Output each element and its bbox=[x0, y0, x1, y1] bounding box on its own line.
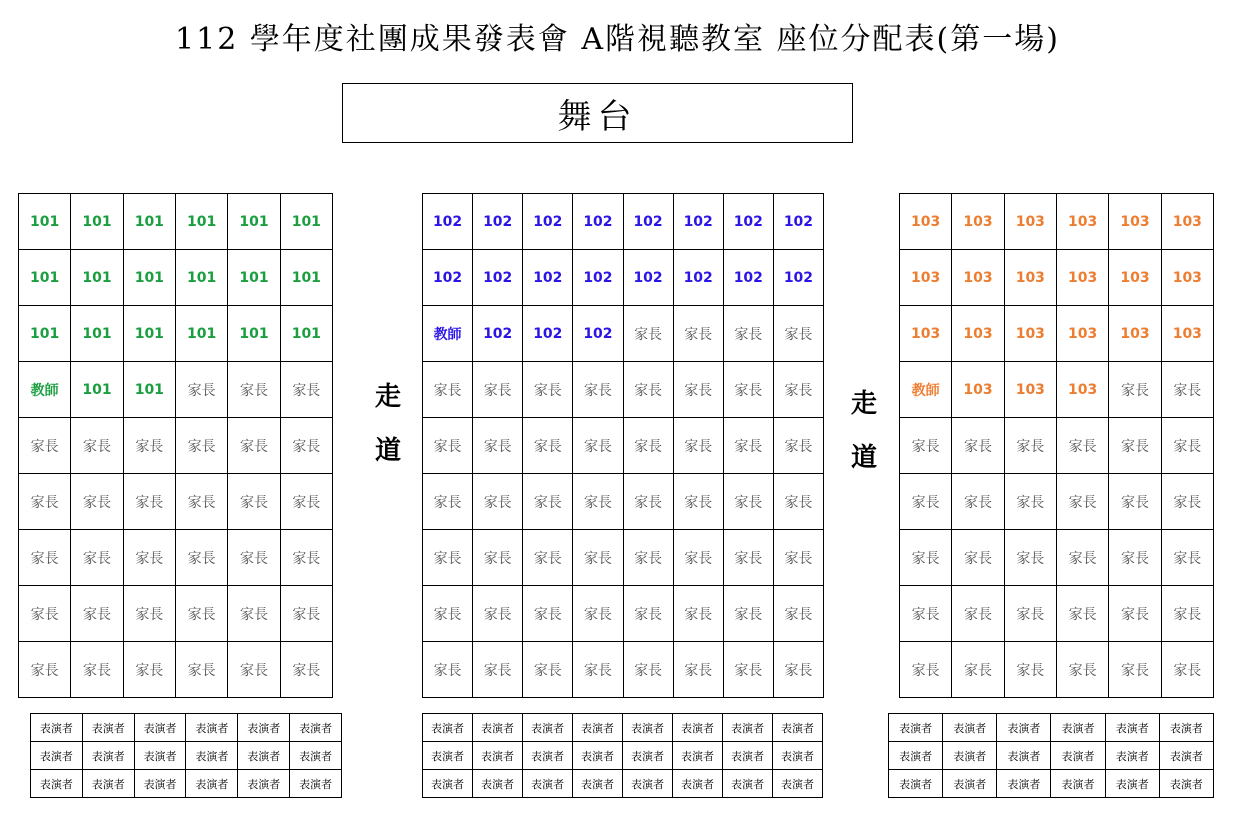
seat-cell: 家長 bbox=[1109, 474, 1161, 530]
seat-cell: 家長 bbox=[723, 474, 773, 530]
seat-cell: 家長 bbox=[952, 474, 1004, 530]
seat-cell: 家長 bbox=[900, 418, 952, 474]
seat-cell: 家長 bbox=[1161, 418, 1213, 474]
seat-cell: 家長 bbox=[1056, 586, 1108, 642]
performer-cell: 表演者 bbox=[186, 770, 238, 798]
performer-row bbox=[31, 770, 342, 798]
performer-cell: 表演者 bbox=[238, 714, 290, 742]
seat-cell: 102 bbox=[573, 250, 623, 306]
seat-cell: 103 bbox=[1056, 362, 1108, 418]
performer-row bbox=[889, 742, 1214, 770]
seat-cell: 家長 bbox=[1109, 362, 1161, 418]
page-title: 112 學年度社團成果發表會 A階視聽教室 座位分配表(第一場) bbox=[175, 22, 1060, 57]
seat-cell: 家長 bbox=[228, 586, 280, 642]
seat-cell: 家長 bbox=[952, 586, 1004, 642]
seat-cell: 家長 bbox=[423, 586, 473, 642]
seat-row bbox=[900, 250, 1214, 306]
seat-row bbox=[19, 586, 333, 642]
performer-cell: 表演者 bbox=[473, 714, 523, 742]
seat-cell: 家長 bbox=[175, 418, 227, 474]
aisle-char: 道 bbox=[374, 436, 401, 466]
performer-cell: 表演者 bbox=[997, 770, 1051, 798]
seat-cell: 家長 bbox=[623, 306, 673, 362]
seat-cell: 教師 bbox=[900, 362, 952, 418]
performer-cell: 表演者 bbox=[1105, 770, 1159, 798]
seat-cell: 102 bbox=[473, 250, 523, 306]
performer-cell: 表演者 bbox=[1051, 770, 1105, 798]
seat-cell: 101 bbox=[123, 362, 175, 418]
seat-row bbox=[19, 418, 333, 474]
seat-cell: 家長 bbox=[623, 418, 673, 474]
seat-cell: 家長 bbox=[423, 642, 473, 698]
seat-cell: 家長 bbox=[280, 474, 332, 530]
aisle-char: 走 bbox=[850, 389, 877, 419]
seat-cell: 103 bbox=[1161, 306, 1213, 362]
seat-cell: 家長 bbox=[280, 362, 332, 418]
seat-cell: 102 bbox=[773, 194, 823, 250]
seat-cell: 家長 bbox=[573, 642, 623, 698]
seat-cell: 家長 bbox=[123, 530, 175, 586]
seat-cell: 家長 bbox=[1004, 418, 1056, 474]
seat-cell: 102 bbox=[523, 250, 573, 306]
seat-cell: 家長 bbox=[1056, 530, 1108, 586]
seat-cell: 101 bbox=[19, 194, 71, 250]
seat-cell: 家長 bbox=[573, 474, 623, 530]
performer-cell: 表演者 bbox=[773, 770, 823, 798]
seat-cell: 101 bbox=[71, 194, 123, 250]
performer-cell: 表演者 bbox=[186, 714, 238, 742]
performer-cell: 表演者 bbox=[423, 742, 473, 770]
seat-cell: 103 bbox=[1004, 306, 1056, 362]
performer-cell: 表演者 bbox=[82, 714, 134, 742]
seat-cell: 家長 bbox=[673, 474, 723, 530]
seat-cell: 家長 bbox=[1161, 474, 1213, 530]
seat-cell: 101 bbox=[228, 194, 280, 250]
seat-cell: 家長 bbox=[71, 586, 123, 642]
seat-row bbox=[900, 418, 1214, 474]
seat-cell: 家長 bbox=[19, 474, 71, 530]
seat-cell: 家長 bbox=[1004, 530, 1056, 586]
seat-cell: 家長 bbox=[473, 362, 523, 418]
seat-cell: 103 bbox=[900, 194, 952, 250]
seat-cell: 家長 bbox=[773, 362, 823, 418]
seat-row bbox=[19, 474, 333, 530]
seat-row bbox=[19, 194, 333, 250]
seat-cell: 家長 bbox=[673, 418, 723, 474]
performer-cell: 表演者 bbox=[673, 714, 723, 742]
performer-cell: 表演者 bbox=[290, 770, 342, 798]
performer-cell: 表演者 bbox=[423, 714, 473, 742]
seat-row bbox=[19, 250, 333, 306]
seat-cell: 家長 bbox=[673, 306, 723, 362]
seat-cell: 家長 bbox=[175, 586, 227, 642]
seat-cell: 家長 bbox=[175, 530, 227, 586]
seat-cell: 家長 bbox=[71, 642, 123, 698]
seat-cell: 101 bbox=[71, 306, 123, 362]
seat-cell: 家長 bbox=[673, 586, 723, 642]
seat-row bbox=[19, 530, 333, 586]
seat-cell: 家長 bbox=[773, 530, 823, 586]
seat-cell: 家長 bbox=[523, 474, 573, 530]
seat-cell: 102 bbox=[473, 194, 523, 250]
seat-cell: 101 bbox=[228, 250, 280, 306]
seat-cell: 家長 bbox=[723, 642, 773, 698]
seat-cell: 103 bbox=[1004, 250, 1056, 306]
seat-cell: 家長 bbox=[952, 418, 1004, 474]
performer-cell: 表演者 bbox=[290, 714, 342, 742]
seat-cell: 家長 bbox=[673, 530, 723, 586]
seat-cell: 家長 bbox=[623, 530, 673, 586]
seat-cell: 家長 bbox=[952, 530, 1004, 586]
seat-cell: 102 bbox=[423, 194, 473, 250]
seat-cell: 101 bbox=[228, 306, 280, 362]
performer-cell: 表演者 bbox=[573, 742, 623, 770]
performer-cell: 表演者 bbox=[31, 770, 83, 798]
seat-cell: 103 bbox=[900, 306, 952, 362]
seat-cell: 家長 bbox=[19, 418, 71, 474]
performer-left bbox=[30, 713, 342, 798]
performer-cell: 表演者 bbox=[889, 770, 943, 798]
seat-cell: 102 bbox=[423, 250, 473, 306]
seat-cell: 103 bbox=[952, 194, 1004, 250]
seat-cell: 101 bbox=[71, 362, 123, 418]
seat-cell: 101 bbox=[175, 194, 227, 250]
performer-row bbox=[889, 770, 1214, 798]
seat-cell: 家長 bbox=[1056, 642, 1108, 698]
seat-cell: 102 bbox=[523, 194, 573, 250]
seat-cell: 103 bbox=[952, 362, 1004, 418]
performer-cell: 表演者 bbox=[1105, 742, 1159, 770]
seat-row bbox=[423, 474, 824, 530]
seat-row bbox=[19, 362, 333, 418]
seat-cell: 家長 bbox=[673, 362, 723, 418]
seat-row bbox=[900, 530, 1214, 586]
seat-cell: 教師 bbox=[423, 306, 473, 362]
seat-cell: 家長 bbox=[280, 530, 332, 586]
seat-cell: 家長 bbox=[623, 642, 673, 698]
seat-cell: 103 bbox=[1056, 194, 1108, 250]
seat-cell: 家長 bbox=[123, 586, 175, 642]
seat-cell: 102 bbox=[623, 250, 673, 306]
performer-cell: 表演者 bbox=[943, 770, 997, 798]
seat-row bbox=[900, 194, 1214, 250]
seat-cell: 101 bbox=[280, 306, 332, 362]
performer-cell: 表演者 bbox=[238, 770, 290, 798]
seat-cell: 家長 bbox=[175, 362, 227, 418]
seat-cell: 家長 bbox=[1056, 418, 1108, 474]
seat-row bbox=[900, 306, 1214, 362]
seat-cell: 103 bbox=[952, 306, 1004, 362]
performer-cell: 表演者 bbox=[186, 742, 238, 770]
performer-row bbox=[31, 714, 342, 742]
seat-row bbox=[423, 418, 824, 474]
seat-cell: 103 bbox=[1109, 250, 1161, 306]
seat-cell: 家長 bbox=[71, 474, 123, 530]
performer-cell: 表演者 bbox=[134, 770, 186, 798]
seat-cell: 家長 bbox=[280, 642, 332, 698]
seat-row bbox=[423, 362, 824, 418]
performer-cell: 表演者 bbox=[523, 742, 573, 770]
seat-cell: 家長 bbox=[573, 362, 623, 418]
seat-cell: 家長 bbox=[423, 474, 473, 530]
seat-cell: 家長 bbox=[773, 642, 823, 698]
seating-left bbox=[18, 193, 333, 698]
performer-cell: 表演者 bbox=[1159, 714, 1213, 742]
seat-cell: 家長 bbox=[1161, 530, 1213, 586]
seat-cell: 102 bbox=[523, 306, 573, 362]
performer-cell: 表演者 bbox=[943, 714, 997, 742]
seat-cell: 家長 bbox=[900, 586, 952, 642]
seat-cell: 家長 bbox=[473, 474, 523, 530]
seat-cell: 家長 bbox=[423, 418, 473, 474]
performer-cell: 表演者 bbox=[573, 714, 623, 742]
seat-cell: 家長 bbox=[623, 586, 673, 642]
seat-cell: 家長 bbox=[573, 418, 623, 474]
performer-cell: 表演者 bbox=[673, 770, 723, 798]
performer-row bbox=[889, 714, 1214, 742]
seat-cell: 家長 bbox=[123, 474, 175, 530]
seat-cell: 102 bbox=[473, 306, 523, 362]
performer-cell: 表演者 bbox=[1051, 714, 1105, 742]
performer-cell: 表演者 bbox=[997, 742, 1051, 770]
performer-cell: 表演者 bbox=[623, 770, 673, 798]
seat-cell: 102 bbox=[773, 250, 823, 306]
seat-cell: 家長 bbox=[280, 586, 332, 642]
seat-cell: 家長 bbox=[1109, 418, 1161, 474]
performer-cell: 表演者 bbox=[31, 742, 83, 770]
seat-cell: 家長 bbox=[773, 586, 823, 642]
performer-center bbox=[422, 713, 823, 798]
seat-cell: 家長 bbox=[280, 418, 332, 474]
seat-cell: 家長 bbox=[228, 418, 280, 474]
performer-cell: 表演者 bbox=[573, 770, 623, 798]
seat-cell: 家長 bbox=[1004, 474, 1056, 530]
seat-row bbox=[423, 642, 824, 698]
seat-cell: 家長 bbox=[19, 586, 71, 642]
seat-cell: 101 bbox=[175, 306, 227, 362]
seat-cell: 家長 bbox=[473, 642, 523, 698]
seat-row bbox=[900, 642, 1214, 698]
performer-row bbox=[423, 742, 823, 770]
seat-cell: 家長 bbox=[723, 418, 773, 474]
performer-cell: 表演者 bbox=[1159, 742, 1213, 770]
seat-cell: 102 bbox=[573, 194, 623, 250]
performer-cell: 表演者 bbox=[623, 742, 673, 770]
seat-cell: 103 bbox=[900, 250, 952, 306]
aisle-left bbox=[368, 370, 408, 478]
performer-cell: 表演者 bbox=[773, 714, 823, 742]
performer-right bbox=[888, 713, 1214, 798]
performer-cell: 表演者 bbox=[290, 742, 342, 770]
aisle-right bbox=[844, 377, 884, 485]
performer-cell: 表演者 bbox=[134, 714, 186, 742]
seat-cell: 家長 bbox=[1109, 530, 1161, 586]
seat-cell: 103 bbox=[1004, 194, 1056, 250]
seat-cell: 102 bbox=[573, 306, 623, 362]
seat-cell: 家長 bbox=[473, 530, 523, 586]
seat-cell: 101 bbox=[123, 250, 175, 306]
seat-cell: 家長 bbox=[723, 586, 773, 642]
seat-cell: 家長 bbox=[19, 530, 71, 586]
seat-cell: 103 bbox=[1161, 250, 1213, 306]
seat-cell: 102 bbox=[623, 194, 673, 250]
seat-cell: 家長 bbox=[423, 362, 473, 418]
performer-cell: 表演者 bbox=[723, 770, 773, 798]
seat-cell: 家長 bbox=[228, 530, 280, 586]
performer-cell: 表演者 bbox=[1051, 742, 1105, 770]
seat-cell: 家長 bbox=[228, 474, 280, 530]
seat-cell: 家長 bbox=[673, 642, 723, 698]
seat-row bbox=[423, 306, 824, 362]
seat-cell: 家長 bbox=[523, 642, 573, 698]
seat-cell: 101 bbox=[71, 250, 123, 306]
seat-row bbox=[900, 586, 1214, 642]
aisle-char: 走 bbox=[374, 382, 401, 412]
seat-cell: 家長 bbox=[573, 530, 623, 586]
seating-center bbox=[422, 193, 824, 698]
seat-cell: 教師 bbox=[19, 362, 71, 418]
performer-cell: 表演者 bbox=[889, 714, 943, 742]
seat-cell: 101 bbox=[19, 306, 71, 362]
seat-cell: 家長 bbox=[1056, 474, 1108, 530]
seat-cell: 家長 bbox=[573, 586, 623, 642]
seat-cell: 家長 bbox=[473, 418, 523, 474]
seat-cell: 103 bbox=[1109, 306, 1161, 362]
seat-cell: 家長 bbox=[228, 642, 280, 698]
performer-cell: 表演者 bbox=[523, 770, 573, 798]
seat-cell: 家長 bbox=[1109, 586, 1161, 642]
performer-cell: 表演者 bbox=[134, 742, 186, 770]
performer-cell: 表演者 bbox=[773, 742, 823, 770]
seat-cell: 家長 bbox=[123, 642, 175, 698]
seat-cell: 家長 bbox=[1004, 586, 1056, 642]
seat-cell: 103 bbox=[1056, 306, 1108, 362]
seat-cell: 家長 bbox=[1109, 642, 1161, 698]
performer-cell: 表演者 bbox=[473, 770, 523, 798]
aisle-char: 道 bbox=[850, 443, 877, 473]
seat-row bbox=[19, 306, 333, 362]
seat-row bbox=[423, 250, 824, 306]
seat-cell: 家長 bbox=[1161, 586, 1213, 642]
seat-cell: 家長 bbox=[228, 362, 280, 418]
seat-cell: 家長 bbox=[423, 530, 473, 586]
seat-cell: 家長 bbox=[900, 474, 952, 530]
performer-row bbox=[423, 714, 823, 742]
seat-cell: 101 bbox=[280, 250, 332, 306]
performer-cell: 表演者 bbox=[523, 714, 573, 742]
seat-cell: 101 bbox=[19, 250, 71, 306]
seat-cell: 家長 bbox=[523, 418, 573, 474]
performer-cell: 表演者 bbox=[82, 770, 134, 798]
seat-row bbox=[423, 194, 824, 250]
seat-cell: 家長 bbox=[71, 530, 123, 586]
seat-cell: 101 bbox=[123, 194, 175, 250]
performer-cell: 表演者 bbox=[82, 742, 134, 770]
performer-cell: 表演者 bbox=[997, 714, 1051, 742]
seat-cell: 家長 bbox=[723, 530, 773, 586]
seat-cell: 102 bbox=[723, 250, 773, 306]
seat-cell: 家長 bbox=[900, 642, 952, 698]
performer-cell: 表演者 bbox=[623, 714, 673, 742]
seat-cell: 家長 bbox=[175, 474, 227, 530]
performer-row bbox=[423, 770, 823, 798]
seat-row bbox=[423, 586, 824, 642]
seat-cell: 103 bbox=[1161, 194, 1213, 250]
seat-cell: 103 bbox=[1056, 250, 1108, 306]
seat-cell: 家長 bbox=[952, 642, 1004, 698]
seat-cell: 家長 bbox=[723, 362, 773, 418]
seat-row bbox=[900, 474, 1214, 530]
seat-cell: 102 bbox=[673, 250, 723, 306]
seat-cell: 103 bbox=[1109, 194, 1161, 250]
performer-cell: 表演者 bbox=[473, 742, 523, 770]
seat-cell: 家長 bbox=[1161, 642, 1213, 698]
performer-cell: 表演者 bbox=[31, 714, 83, 742]
seat-cell: 家長 bbox=[473, 586, 523, 642]
seat-cell: 家長 bbox=[900, 530, 952, 586]
seat-cell: 家長 bbox=[1004, 642, 1056, 698]
seat-cell: 101 bbox=[123, 306, 175, 362]
seat-cell: 家長 bbox=[723, 306, 773, 362]
seat-cell: 102 bbox=[723, 194, 773, 250]
seat-cell: 102 bbox=[673, 194, 723, 250]
seat-cell: 家長 bbox=[773, 474, 823, 530]
seat-cell: 家長 bbox=[19, 642, 71, 698]
seat-cell: 家長 bbox=[123, 418, 175, 474]
stage-box: 舞台 bbox=[342, 83, 853, 143]
seat-cell: 103 bbox=[952, 250, 1004, 306]
seat-cell: 家長 bbox=[623, 362, 673, 418]
performer-cell: 表演者 bbox=[943, 742, 997, 770]
seat-cell: 家長 bbox=[1161, 362, 1213, 418]
performer-cell: 表演者 bbox=[673, 742, 723, 770]
performer-cell: 表演者 bbox=[1105, 714, 1159, 742]
performer-cell: 表演者 bbox=[238, 742, 290, 770]
seat-cell: 103 bbox=[1004, 362, 1056, 418]
seat-row bbox=[900, 362, 1214, 418]
seat-cell: 家長 bbox=[623, 474, 673, 530]
seating-right bbox=[899, 193, 1214, 698]
seat-cell: 家長 bbox=[773, 418, 823, 474]
performer-cell: 表演者 bbox=[723, 742, 773, 770]
performer-cell: 表演者 bbox=[889, 742, 943, 770]
performer-cell: 表演者 bbox=[1159, 770, 1213, 798]
seat-row bbox=[423, 530, 824, 586]
seat-cell: 101 bbox=[280, 194, 332, 250]
seat-row bbox=[19, 642, 333, 698]
seat-cell: 101 bbox=[175, 250, 227, 306]
seat-cell: 家長 bbox=[523, 362, 573, 418]
seat-cell: 家長 bbox=[523, 530, 573, 586]
performer-cell: 表演者 bbox=[423, 770, 473, 798]
performer-cell: 表演者 bbox=[723, 714, 773, 742]
seat-cell: 家長 bbox=[71, 418, 123, 474]
performer-row bbox=[31, 742, 342, 770]
seat-cell: 家長 bbox=[773, 306, 823, 362]
seat-cell: 家長 bbox=[523, 586, 573, 642]
seat-cell: 家長 bbox=[175, 642, 227, 698]
